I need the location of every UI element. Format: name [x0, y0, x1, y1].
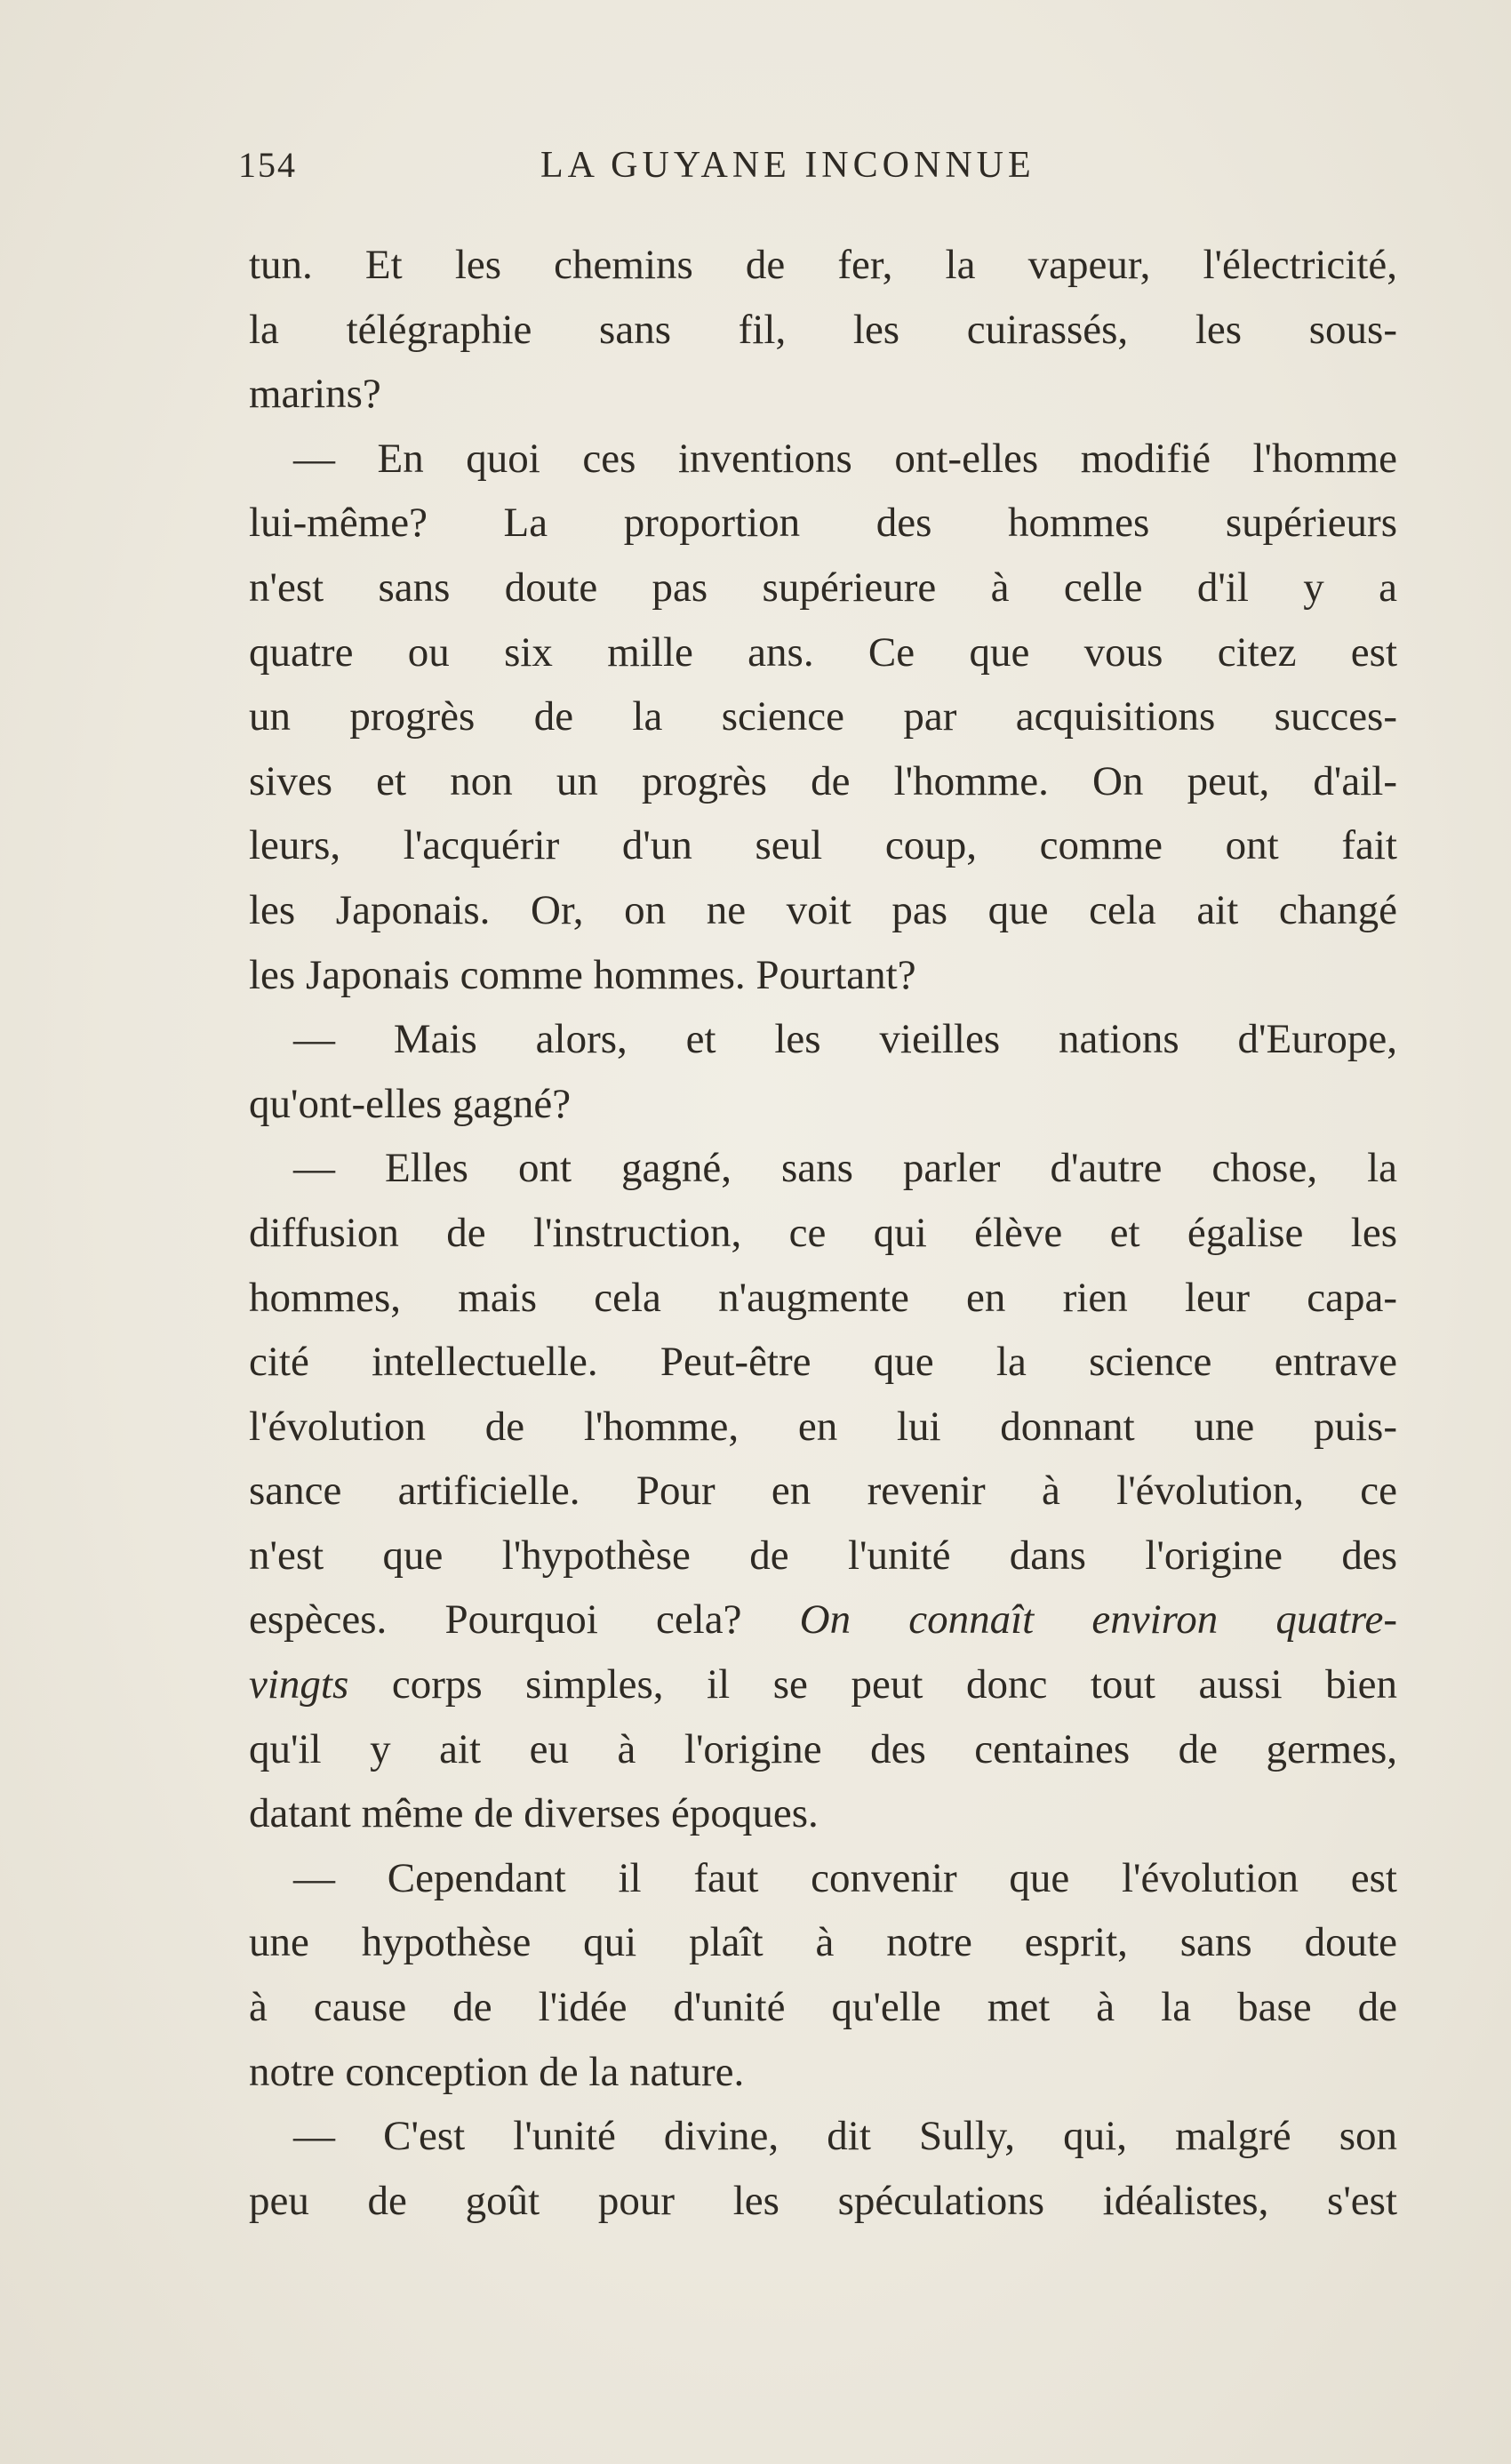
roman-fragment: corps simples, il se peut donc tout aussi bien	[348, 1661, 1397, 1708]
page-number: 154	[238, 145, 297, 185]
text-line-mixed	[249, 1652, 1397, 1717]
italic-fragment: On connaît environ quatre-	[799, 1596, 1397, 1644]
text-line: leurs, l'acquérir d'un seul coup, comme ont fait	[249, 822, 1397, 869]
text-line-mixed	[249, 1588, 1397, 1652]
text-line: datant même de diverses époques.	[249, 1790, 819, 1837]
text-line: la télégraphie sans fil, les cuirassés, les sous-	[249, 306, 1397, 353]
text-line: diffusion de l'instruction, ce qui élève et égalise les	[249, 1209, 1397, 1256]
text-line: quatre ou six mille ans. Ce que vous citez est	[249, 628, 1397, 676]
body-text	[249, 233, 1397, 2233]
text-line: un progrès de la science par acquisitions succes-	[249, 693, 1397, 740]
text-line: qu'ont-elles gagné?	[249, 1080, 572, 1127]
text-line: les Japonais comme hommes. Pourtant?	[249, 951, 916, 998]
text-line: — En quoi ces inventions ont-elles modifié l'homme	[293, 435, 1397, 482]
text-line: — C'est l'unité divine, dit Sully, qui, malgré son	[293, 2113, 1397, 2160]
text-line: l'évolution de l'homme, en lui donnant une puis-	[249, 1403, 1397, 1450]
text-line: lui-même? La proportion des hommes supérieurs	[249, 500, 1397, 547]
italic-fragment: vingts	[249, 1661, 349, 1708]
running-title: LA GUYANE INCONNUE	[540, 145, 1035, 186]
text-line: une hypothèse qui plaît à notre esprit, sans doute	[249, 1919, 1397, 1966]
text-line: hommes, mais cela n'augmente en rien leur capa-	[249, 1274, 1397, 1321]
text-line: n'est sans doute pas supérieure à celle d'il y a	[249, 564, 1397, 611]
text-line: tun. Et les chemins de fer, la vapeur, l'électricité,	[249, 242, 1397, 288]
text-line: sives et non un progrès de l'homme. On peut, d'ail-	[249, 757, 1397, 804]
text-line: — Cependant il faut convenir que l'évolution est	[293, 1854, 1397, 1901]
text-line: sance artificielle. Pour en revenir à l'évolution, ce	[249, 1468, 1397, 1515]
page-header	[238, 144, 1394, 197]
text-line: qu'il y ait eu à l'origine des centaines de germes,	[249, 1725, 1397, 1772]
text-line: marins?	[249, 371, 381, 418]
text-line: à cause de l'idée d'unité qu'elle met à la base de	[249, 1984, 1397, 2031]
roman-fragment: espèces. Pourquoi cela?	[249, 1596, 800, 1644]
text-line: n'est que l'hypothèse de l'unité dans l'origine des	[249, 1532, 1397, 1579]
text-line: les Japonais. Or, on ne voit pas que cela ait changé	[249, 886, 1397, 933]
text-line: — Elles ont gagné, sans parler d'autre chose, la	[293, 1145, 1397, 1192]
text-line: notre conception de la nature.	[249, 2048, 745, 2095]
text-line: peu de goût pour les spéculations idéalistes, s'est	[249, 2177, 1397, 2224]
text-line: — Mais alors, et les vieilles nations d'Europe,	[293, 1016, 1397, 1063]
text-line: cité intellectuelle. Peut-être que la science entrave	[249, 1339, 1397, 1386]
